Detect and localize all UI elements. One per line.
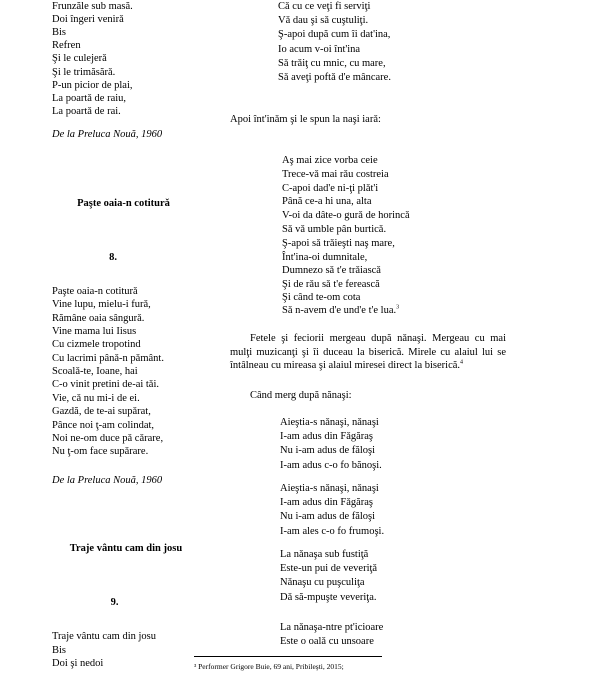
verse-line: Cu lacrimi pânǎ-n pǎmânt.: [52, 352, 164, 364]
verse-line: Aş mai zice vorba ceie: [282, 155, 378, 166]
footnote-ref[interactable]: 3: [396, 304, 400, 311]
footnote-ref[interactable]: 4: [460, 359, 464, 366]
verse-line: I-am adus c-o fo bănoşi.: [280, 459, 382, 471]
song-title: Traje vântu cam din josu: [69, 543, 183, 554]
verse-line: I-am ales c-o fo frumoşi.: [280, 525, 385, 537]
verse-line: Nu i-am adus de făloşi: [280, 511, 376, 523]
source-note: De la Preluca Nouă, 1960: [52, 475, 163, 486]
verse-line: C-o vinit pretini de-ai tǎi.: [52, 379, 160, 391]
verse-line: Ş-apoi sǎ trǎieşti naş mare,: [282, 237, 395, 249]
verse-line: Şi când te-om cota: [282, 292, 361, 303]
verse-line: Doi şi nedoi: [52, 658, 104, 669]
song-number: 9.: [110, 597, 119, 608]
verse-line: Vine lupu, mielu-i furǎ,: [52, 299, 151, 311]
verse-line: Aieştia-s nǎnaşi, nǎnaşi: [280, 483, 379, 494]
verse-line: Dǎ să-mpuşte veveriţa.: [280, 591, 377, 603]
verse-line: La poartǎ de rai.: [52, 105, 121, 117]
footnote: ³ Performer Grigore Buie, 69 ani, Pribileşti, 2015;: [194, 662, 344, 671]
verse-line: Şi le culejerǎ: [52, 53, 107, 65]
verse-line: Paşte oaia-n cotiturǎ: [52, 286, 138, 297]
verse-line: Sǎ aveţi poftǎ d'e mâncare.: [278, 72, 391, 83]
verse-line: Bis: [52, 27, 67, 39]
verse-line: Sǎ vǎ umble pân burticǎ.: [282, 224, 387, 235]
verse-line: I-am adus din Fǎgăraş: [280, 497, 374, 509]
verse-line: Cu cizmele tropotind: [52, 339, 141, 351]
verse-line: Scoalǎ-te, Ioane, hai: [52, 366, 138, 378]
verse-line: Nǎnaşu cu puşculiţa: [280, 577, 365, 589]
footnote-divider: [194, 656, 382, 657]
paragraph: Fetele şi feciorii mergeau după nǎnaşi. Mergeau cu mai mulţi muzicanţi şi îi duceau la biserică. Mirele cu alaiul lui se întâlneau cu mireasa şi alaiul miresei direct la biserică.$^4$: [230, 333, 506, 371]
verse-line: Şi de rǎu sǎ t'e ferească: [282, 279, 380, 291]
verse-line: Nu i-am adus de făloşi: [280, 445, 376, 457]
song-title: Paşte oaia-n cotiturǎ: [77, 198, 170, 209]
verse-line: Până ce-a hi una, alta: [282, 196, 372, 208]
verse-line: Este o oalǎ cu unsoare: [280, 636, 374, 648]
source-note: De la Preluca Nouă, 1960: [52, 129, 163, 140]
verse-line: Io acum v-oi înt'ina: [278, 43, 361, 55]
verse-line: V-oi da dâte-o gurǎ de horincǎ: [282, 210, 410, 222]
verse-line: Şi le trimăsărǎ.: [52, 66, 116, 78]
verse-line: Refren: [52, 40, 81, 52]
verse-line: Vine mama lui Iisus: [52, 326, 137, 338]
verse-line: Înt'ina-oi dumnitale,: [282, 251, 368, 263]
verse-line: Rămâne oaia sângurǎ.: [52, 312, 145, 324]
verse-line: Doi îngeri venirǎ: [52, 14, 124, 26]
verse-line: La nǎnaşa-ntre pt'icioare: [280, 622, 384, 633]
verse-line: Gazdă, de te-ai supǎrat,: [52, 406, 151, 418]
verse-line: Vǎ dau şi sǎ cuştuliţi.: [278, 15, 369, 27]
verse-line: La poartǎ de raiu,: [52, 92, 127, 104]
verse-line: Dumnezo sǎ t'e trǎiascǎ: [282, 265, 381, 277]
verse-line: Nu ţ-om face supǎrare.: [52, 446, 149, 458]
verse-line: Noi ne-om duce pǎ cǎrare,: [52, 432, 164, 444]
verse-line: Pânce noi ţ-am colindat,: [52, 419, 155, 431]
verse-line: Traje vântu cam din josu: [52, 631, 157, 642]
verse-line: La nǎnaşa sub fustiţă: [280, 549, 369, 560]
verse-line: Trece-vǎ mai rǎu costreia: [282, 168, 389, 180]
verse-line: Vie, cǎ nu mi-i de ei.: [52, 392, 140, 404]
verse-line: Cǎ cu ce veţi fi serviţi: [278, 1, 371, 12]
verse-line: Ş-apoi după cum îi dat'ina,: [278, 29, 391, 41]
verse-line: P-un picior de plai,: [52, 79, 133, 91]
verse-line: Aieştia-s nǎnaşi, nǎnaşi: [280, 417, 379, 428]
verse-line: I-am adus din Fǎgăraş: [280, 431, 374, 443]
verse-line: Sǎ n-avem d'e und'e t'e lua.$^3$: [282, 304, 400, 316]
verse-line: Bis: [52, 644, 67, 656]
verse-line: C-apoi dad'e ni-ţi plǎt'i: [282, 182, 379, 194]
verse-line: Frunzăle sub masă.: [52, 1, 133, 12]
verse-line: Este-un pui de veveriţǎ: [280, 563, 378, 575]
intro-text: Apoi înt'inǎm şi le spun la naşi iarǎ:: [230, 114, 381, 125]
song-number: 8.: [109, 252, 117, 263]
intro-text: Când merg după nănaşi:: [250, 390, 352, 401]
verse-line: Sǎ trǎiţ cu mnic, cu mare,: [278, 57, 386, 69]
